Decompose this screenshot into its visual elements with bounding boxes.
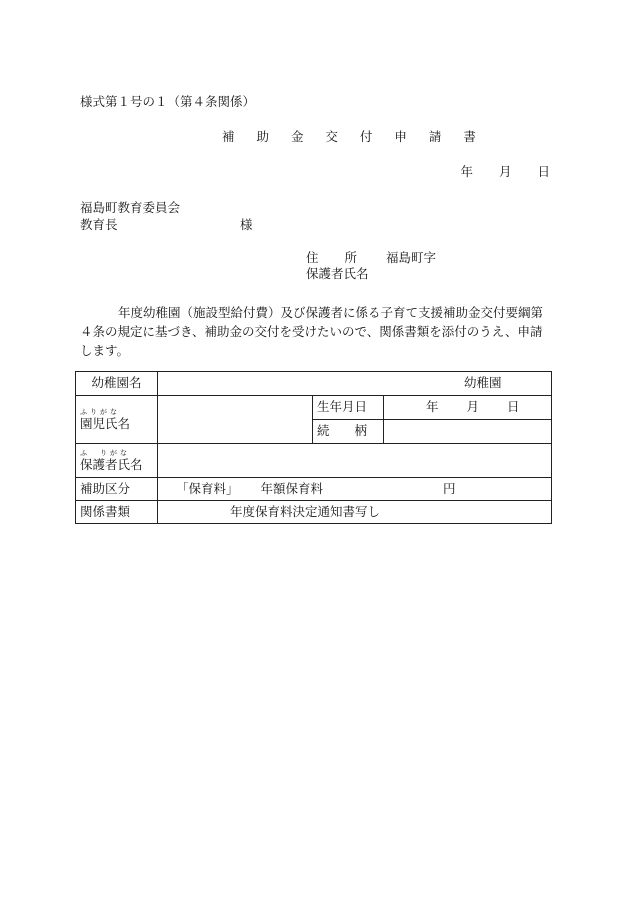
address-label xyxy=(306,252,357,265)
guardian-table-label: 保護者氏名 xyxy=(80,456,143,472)
guardian-furigana-label: ふ りがな xyxy=(80,448,130,457)
child-furigana-label: ふりがな xyxy=(80,407,120,416)
table-row-subsidy xyxy=(76,478,552,501)
date-year-label: 年 xyxy=(460,164,473,179)
kindergarten-name-field[interactable] xyxy=(158,372,552,396)
child-name-label-cell xyxy=(76,396,158,444)
table-row-kindergarten xyxy=(76,372,552,396)
annual-fee-label: 年額保育料 xyxy=(260,480,324,496)
relation-field[interactable] xyxy=(384,420,552,444)
addressee-title: 教育長 xyxy=(80,217,118,232)
child-name-field[interactable] xyxy=(158,396,313,444)
related-documents-label: 関係書類 xyxy=(76,501,158,524)
table-row-guardian xyxy=(76,444,552,478)
child-name-label: 園児氏名 xyxy=(80,415,131,431)
birthdate-label: 生年月日 xyxy=(313,396,384,420)
document-title: 補 助 金 交 付 申 請 書 xyxy=(222,129,485,144)
birthdate-field[interactable] xyxy=(384,396,552,420)
table-row-documents xyxy=(76,501,552,524)
addressee-organization: 福島町教育委員会 xyxy=(80,200,181,215)
guardian-name-label: 保護者氏名 xyxy=(306,266,369,281)
application-body-text: 年度幼稚園（施設型給付費）及び保護者に係る子育て支援補助金交付要綱第４条の規定に基づき、補助金の交付を受けたいので、関係書類を添付のうえ、申請します。 xyxy=(80,305,544,358)
application-table xyxy=(75,371,552,524)
birth-year-label: 年 xyxy=(426,399,439,415)
kindergarten-name-label: 幼稚園名 xyxy=(76,372,158,396)
date-line xyxy=(0,166,550,179)
address-value: 福島町字 xyxy=(386,250,437,265)
address-label-char-1: 住 xyxy=(306,250,319,265)
related-documents-value: 年度保育料決定通知書写し xyxy=(158,501,552,524)
guardian-name-label-cell xyxy=(76,444,158,478)
birth-day-label: 日 xyxy=(507,399,520,415)
subsidy-category-label: 補助区分 xyxy=(76,478,158,501)
relation-label: 続 柄 xyxy=(313,420,384,444)
addressee-honorific: 様 xyxy=(240,217,253,232)
date-month-label: 月 xyxy=(498,164,512,179)
subsidy-field[interactable] xyxy=(158,478,552,501)
kindergarten-suffix: 幼稚園 xyxy=(464,375,502,391)
table-row-child xyxy=(76,396,552,420)
form-number: 様式第１号の１（第４条関係） xyxy=(80,94,256,109)
guardian-name-field[interactable] xyxy=(158,444,552,478)
date-day-label: 日 xyxy=(537,164,550,179)
address-label-char-2: 所 xyxy=(344,250,358,265)
birth-month-label: 月 xyxy=(466,399,480,415)
yen-unit: 円 xyxy=(443,480,456,496)
subsidy-category-value: 「保育料」 xyxy=(176,480,239,496)
